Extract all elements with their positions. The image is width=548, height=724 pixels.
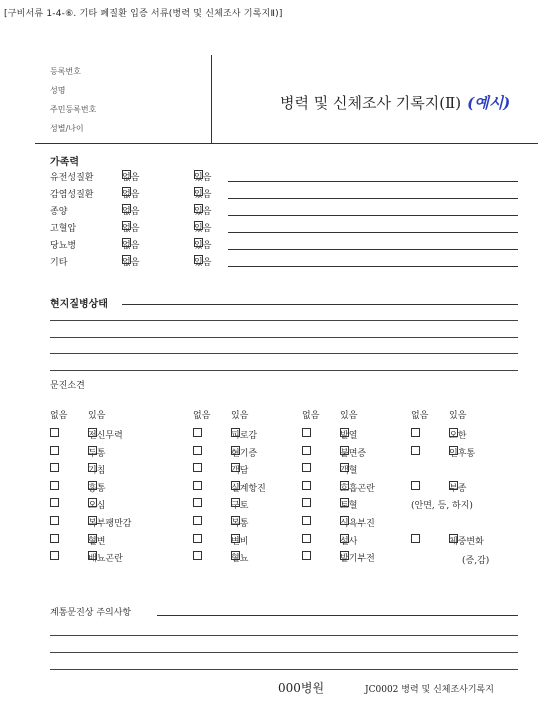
no-checkbox[interactable] [50,551,59,560]
document-header-note: [구비서류 1-4-⑥. 기타 폐질환 입증 서류(병력 및 신체조사 기록지Ⅱ)] [4,9,283,19]
inquiry-note-edema: (안면, 등, 하지) [411,501,473,512]
no-checkbox[interactable] [302,551,311,560]
inquiry-item-label: 오심 [88,501,106,512]
yes-checkbox[interactable] [340,481,349,490]
id-field-reg-number: 등록번호 [50,67,81,76]
inquiry-item-label: 실계항진 [231,483,266,494]
inquiry-item-label: 복통 [231,519,249,529]
inquiry-yes [231,516,248,529]
inquiry-item-label: 체중변화 [449,536,484,547]
no-checkbox[interactable] [50,463,59,472]
yes-checkbox[interactable] [231,463,240,472]
inquiry-item-label: 흉통 [88,483,106,494]
inquiry-item-label: 객담 [231,466,249,477]
no-checkbox[interactable] [193,516,202,525]
id-field-name: 성명 [50,86,66,95]
yes-checkbox[interactable] [449,428,458,437]
yes-checkbox[interactable] [231,498,240,507]
inquiry-yes [88,446,105,459]
current-illness-heading: 현지질병상태 [50,299,108,310]
inquiry-item-label: 설사 [340,536,358,547]
inquiry-item-label: 혈변 [88,536,106,547]
no-checkbox[interactable] [50,516,59,525]
inquiry-yes [449,428,466,441]
yes-checkbox[interactable] [88,534,97,543]
inquiry-yes [231,551,248,564]
inquiry-item-label: 오한 [449,431,467,441]
no-checkbox[interactable] [50,481,59,490]
no-checkbox[interactable] [193,428,202,437]
inquiry-yes [88,516,131,529]
inquiry-item-label: 피로감 [231,431,258,441]
yes-checkbox[interactable] [88,463,97,472]
no-checkbox[interactable] [193,446,202,455]
yes-checkbox[interactable] [340,463,349,472]
inquiry-yes [340,551,375,564]
inquiry-item-label: 두통 [88,448,106,459]
no-checkbox[interactable] [193,481,202,490]
yes-checkbox[interactable] [88,498,97,507]
no-checkbox[interactable] [50,446,59,455]
yes-label: 있음 [194,173,212,183]
inquiry-heading: 문진소견 [50,381,85,391]
inquiry-col-header: 없음 [193,411,211,421]
footer-form-code: JC0002 병력 및 신체조사기록지 [365,685,494,695]
yes-checkbox[interactable] [88,516,97,525]
inquiry-yes [449,446,475,459]
no-label: 없음 [122,258,140,268]
no-checkbox[interactable] [193,498,202,507]
yes-label: 있음 [194,207,212,217]
inquiry-col-header: 있음 [449,411,467,421]
inquiry-col-header: 있음 [340,411,358,421]
inquiry-yes [231,446,257,459]
yes-checkbox[interactable] [340,534,349,543]
inquiry-item-label: 기침 [88,466,106,477]
id-field-resident-number: 주민등록번호 [50,105,97,114]
no-checkbox[interactable] [302,516,311,525]
no-checkbox[interactable] [50,498,59,507]
inquiry-yes [88,534,105,547]
no-label: 없음 [122,207,140,217]
yes-checkbox[interactable] [231,446,240,455]
yes-checkbox[interactable] [231,534,240,543]
inquiry-yes [340,516,375,529]
inquiry-yes [88,463,105,476]
yes-label: 있음 [194,258,212,268]
family-history-label: 기타 [50,258,68,268]
inquiry-yes [449,481,466,494]
family-history-label: 감염성질환 [50,190,94,200]
family-history-label: 유전성질환 [50,173,94,183]
yes-label: 있음 [194,241,212,251]
inquiry-item-label: 식욕부진 [340,519,375,529]
yes-checkbox[interactable] [88,446,97,455]
inquiry-yes [88,428,123,441]
inquiry-item-label: 발기부전 [340,554,375,565]
no-checkbox[interactable] [411,428,420,437]
no-checkbox[interactable] [50,534,59,543]
inquiry-item-label: 부종 [449,483,467,494]
no-checkbox[interactable] [302,481,311,490]
yes-checkbox[interactable] [340,516,349,525]
yes-checkbox[interactable] [449,481,458,490]
inquiry-yes [231,498,248,511]
inquiry-yes [88,481,105,494]
inquiry-item-label: 인후통 [449,448,476,459]
no-checkbox[interactable] [411,534,420,543]
family-history-label: 종양 [50,207,68,217]
yes-checkbox[interactable] [88,551,97,560]
inquiry-yes [88,498,105,511]
yes-checkbox[interactable] [88,428,97,437]
followup-line-4 [50,669,518,670]
no-checkbox[interactable] [193,463,202,472]
yes-checkbox[interactable] [340,446,349,455]
no-checkbox[interactable] [302,428,311,437]
inquiry-item-label: 배뇨곤란 [88,554,123,565]
no-label: 없음 [122,224,140,234]
inquiry-col-header: 없음 [411,411,429,421]
family-history-label: 고혈압 [50,224,77,234]
inquiry-yes [88,551,123,564]
inquiry-item-label: 토혈 [340,501,358,512]
followup-line-3 [50,652,518,653]
inquiry-item-label: 전신무력 [88,431,123,441]
inquiry-item-label: 혈뇨 [231,554,249,565]
yes-checkbox[interactable] [231,481,240,490]
yes-checkbox[interactable] [340,551,349,560]
inquiry-item-label: 호흡곤란 [340,483,375,494]
inquiry-col-header: 없음 [50,411,68,421]
yes-checkbox[interactable] [231,551,240,560]
inquiry-item-label: 변비 [231,536,249,547]
inquiry-yes [231,428,257,441]
yes-label: 있음 [194,190,212,200]
no-checkbox[interactable] [302,463,311,472]
family-history-label: 당뇨병 [50,241,77,251]
yes-checkbox[interactable] [231,428,240,437]
inquiry-col-header: 없음 [302,411,320,421]
yes-label: 있음 [194,224,212,234]
no-checkbox[interactable] [193,551,202,560]
inquiry-yes [231,463,248,476]
yes-checkbox[interactable] [449,446,458,455]
inquiry-yes [340,446,366,459]
inquiry-col-header: 있음 [231,411,249,421]
inquiry-yes [340,463,357,476]
no-checkbox[interactable] [411,446,420,455]
yes-checkbox[interactable] [340,428,349,437]
yes-checkbox[interactable] [231,516,240,525]
inquiry-yes [340,428,357,441]
footer-hospital: 000병원 [278,681,325,695]
inquiry-yes [340,481,375,494]
no-checkbox[interactable] [302,498,311,507]
followup-heading: 계통문진상 주의사항 [50,608,132,618]
inquiry-yes [231,534,248,547]
inquiry-item-label: 발열 [340,431,358,441]
inquiry-col-header: 있음 [88,411,106,421]
inquiry-item-label: 객혈 [340,466,358,477]
page-title-example: (예시) [467,94,511,112]
inquiry-yes [340,498,357,511]
followup-line-2 [50,635,518,636]
no-checkbox[interactable] [302,534,311,543]
no-checkbox[interactable] [411,481,420,490]
inquiry-yes [340,534,357,547]
no-label: 없음 [122,173,140,183]
no-label: 없음 [122,241,140,251]
followup-line [157,615,518,616]
no-checkbox[interactable] [302,446,311,455]
yes-checkbox[interactable] [449,534,458,543]
yes-checkbox[interactable] [88,481,97,490]
family-history-heading: 가족력 [50,157,79,168]
page-title-text: 병력 및 신체조사 기록지(Ⅱ) [280,94,462,112]
inquiry-item-label: 복부팽만감 [88,519,132,529]
inquiry-yes [231,481,266,494]
yes-checkbox[interactable] [340,498,349,507]
inquiry-item-label: 불면증 [340,448,367,459]
inquiry-yes [449,534,484,547]
no-checkbox[interactable] [50,428,59,437]
id-field-sex-age: 성별/나이 [50,124,84,133]
no-label: 없음 [122,190,140,200]
no-checkbox[interactable] [193,534,202,543]
inquiry-item-label: 구토 [231,501,249,512]
inquiry-note-weight: (증,감) [462,556,490,567]
inquiry-item-label: 현기증 [231,448,258,459]
